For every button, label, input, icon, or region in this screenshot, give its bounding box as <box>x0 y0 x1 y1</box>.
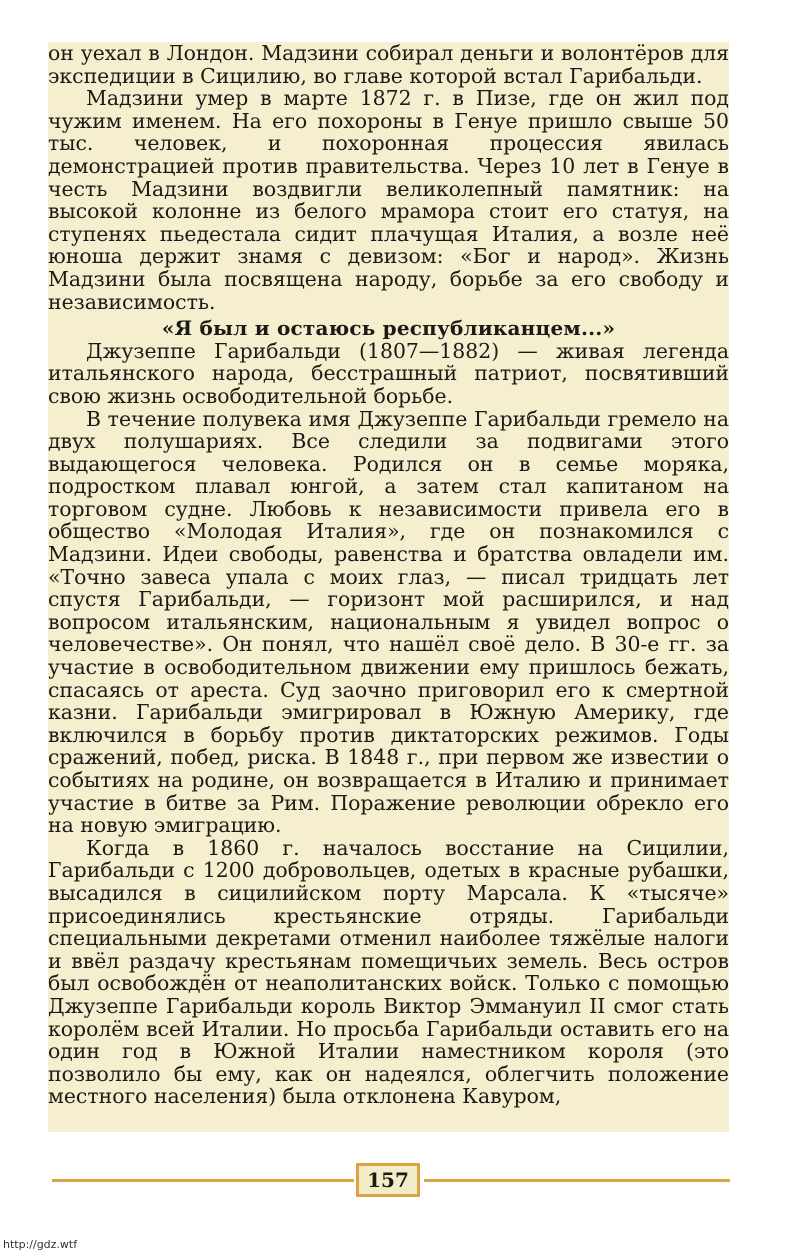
footer-rule-right <box>424 1179 730 1182</box>
watermark: http://gdz.wtf <box>3 1238 78 1251</box>
footer-rule-left <box>52 1179 354 1182</box>
paragraph-garibaldi-intro: Джузеппе Гарибальди (1807—1882) — живая легенда итальянского народа, бесстрашный патриот, посвятивший свою жизнь освободительной борьбе. <box>48 338 729 408</box>
section-heading: «Я был и остаюсь республиканцем...» <box>161 316 616 341</box>
paragraph-sicily-1860: Когда в 1860 г. началось восстание на Сицилии, Гарибальди с 1200 добровольцев, одетых в красные рубашки, высадился в сицилийском порту Марсала. К «тысяче» присоединялись крестьянские отряды. Гарибальди специальными декретами отменил наиболее тяжёлые налоги и ввёл раздачу крестьянам помещичьих земель. Весь остров был освобождён от неаполитанских войск. Только с помощью Джузеппе Гарибальди король Виктор Эммануил II смог стать королём всей Италии. Но просьба Гарибальди оставить его на один год в Южной Италии наместником короля (это позволило бы ему, как он надеялся, облегчить положение местного населения) была отклонена Кавуром, <box>48 835 729 1109</box>
page-body <box>48 42 729 1132</box>
paragraph-garibaldi-life: В течение полувека имя Джузеппе Гарибальди гремело на двух полушариях. Все следили за подвигами этого выдающегося человека. Родился он в семье моряка, подростком плавал юнгой, а затем стал капитаном на торговом судне. Любовь к независимости привела его в общество «Молодая Италия», где он познакомился с Мадзини. Идеи свободы, равенства и братства овладели им. «Точно завеса упала с моих глаз, — писал тридцать лет спустя Гарибальди, — горизонт мой расширился, и над вопросом итальянским, национальным я увидел вопрос о человечестве». Он понял, что нашёл своё дело. В 30-е гг. за участие в освободительном движении ему пришлось бежать, спасаясь от ареста. Суд заочно приговорил его к смертной казни. Гарибальди эмигрировал в Южную Америку, где включился в борьбу против диктаторских режимов. Годы сражений, побед, риска. В 1848 г., при первом же известии о событиях на родине, он возвращается в Италию и принимает участие в битве за Рим. Поражение революции обрекло его на новую эмиграцию. <box>48 406 729 838</box>
paragraph-continuation: он уехал в Лондон. Мадзини собирал деньги и волонтёров для экспедиции в Сицилию, во главе которой встал Гарибальди. <box>48 41 729 88</box>
paragraph-mazzini-death: Мадзини умер в марте 1872 г. в Пизе, где он жил под чужим именем. На его похороны в Генуе пришло свыше 50 тыс. человек, и похоронная процессия явилась демонстрацией против правительства. Через 10 лет в Генуе в честь Мадзини воздвигли великолепный памятник: на высокой колонне из белого мрамора стоит его статуя, на ступенях пьедестала сидит плачущая Италия, а возле неё юноша держит знамя с девизом: «Бог и народ». Жизнь Мадзини была посвящена народу, борьбе за его свободу и независимость. <box>48 86 729 314</box>
text-column <box>48 42 729 1108</box>
page-number: 157 <box>356 1163 420 1197</box>
